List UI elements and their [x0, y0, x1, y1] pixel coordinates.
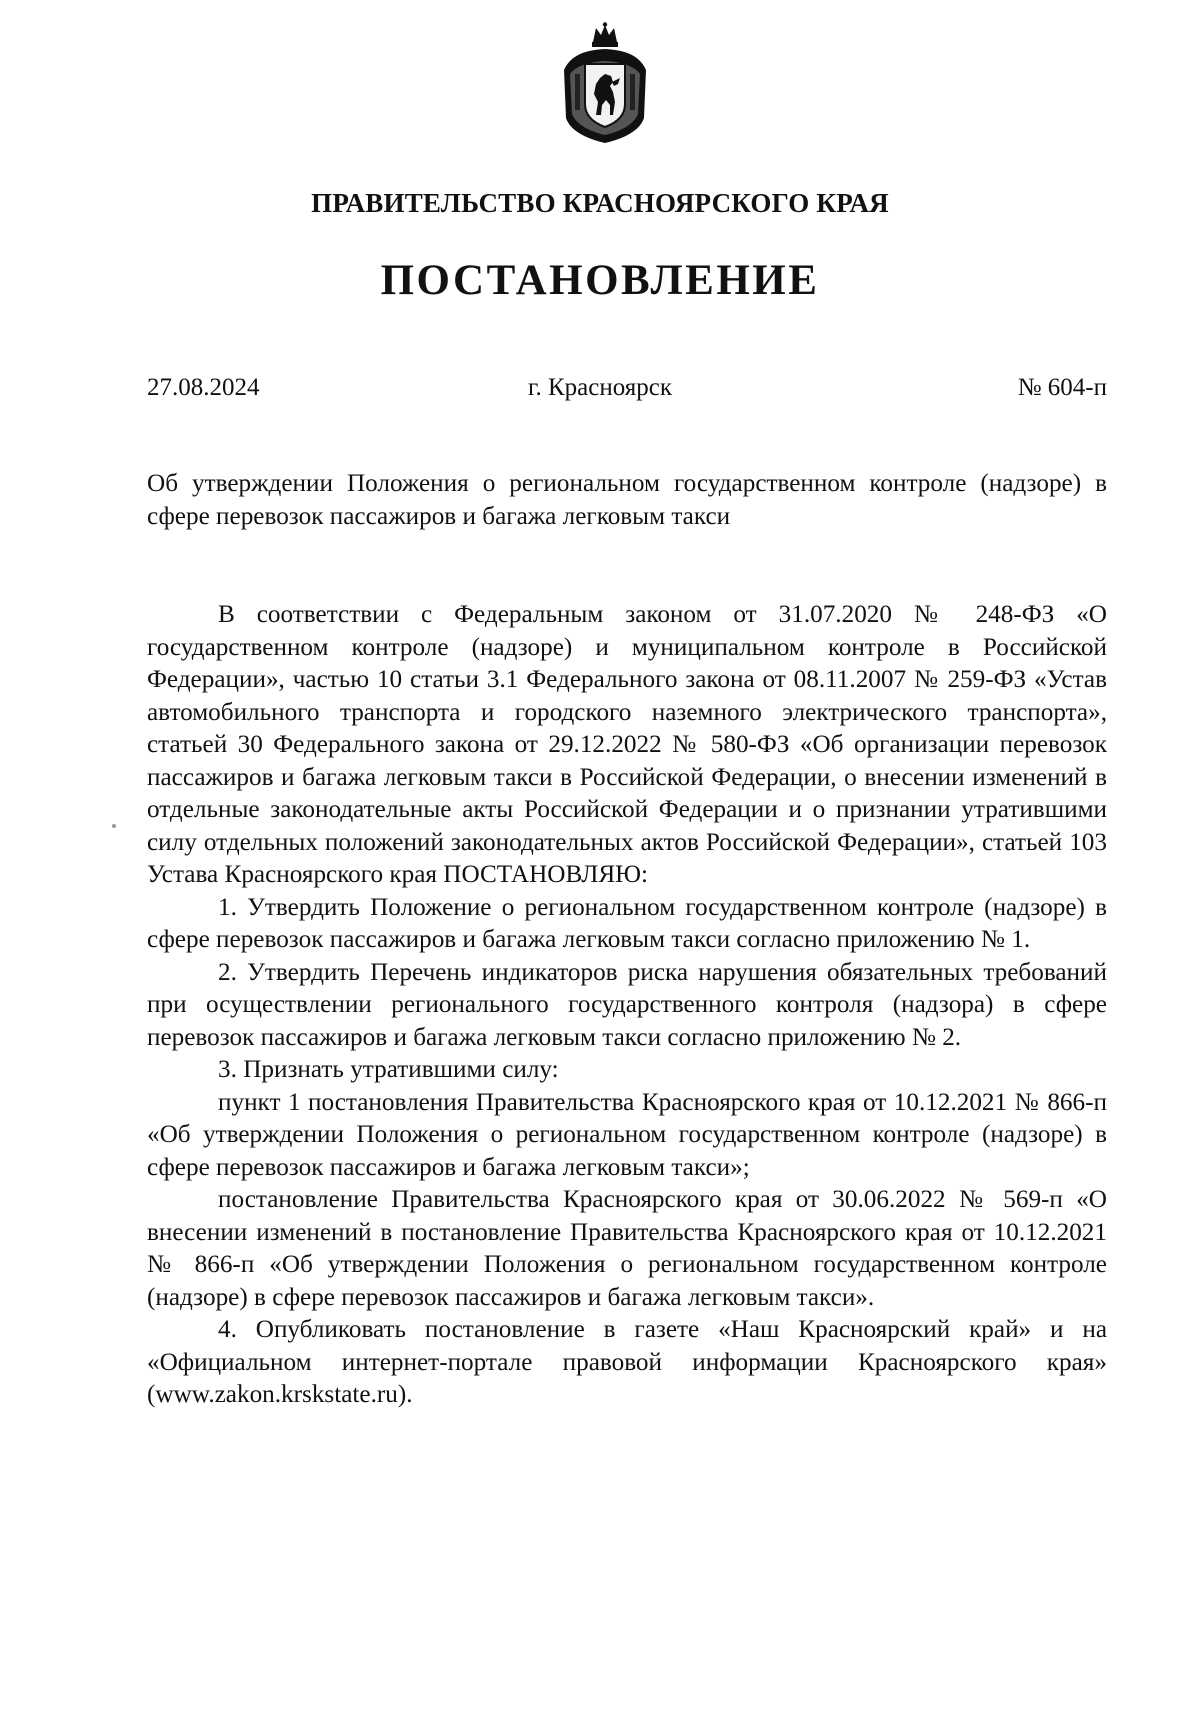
document-number: № 604-п [1017, 374, 1107, 401]
document-type-title: ПОСТАНОВЛЕНИЕ [380, 257, 820, 304]
clause-1: 1. Утвердить Положение о региональном государственном контроле (надзоре) в сфере перевозок пассажиров и багажа легковым такси согласно приложению № 1. [147, 893, 1107, 953]
clause-3-item-2: постановление Правительства Красноярского края от 30.06.2022 № 569-п «О внесении изменений в постановление Правительства Красноярского края от 10.12.2021 № 866-п «Об утверждении Положения о региональном государственном контроле (надзоре) в сфере перевозок пассажиров и багажа легковым такси». [147, 1186, 1107, 1311]
document-city: г. Красноярск [528, 374, 672, 401]
document-date: 27.08.2024 [147, 374, 260, 401]
clause-3-item-1: пункт 1 постановления Правительства Красноярского края от 10.12.2021 № 866-п «Об утверждении Положения о региональном государственном контроле (надзоре) в сфере перевозок пассажиров и багажа легковым такси»; [147, 1088, 1107, 1181]
clause-3: 3. Признать утратившими силу: [218, 1056, 559, 1083]
document-subject: Об утверждении Положения о региональном государственном контроле (надзоре) в сфере перевозок пассажиров и багажа легковым такси [147, 470, 1107, 530]
clause-4: 4. Опубликовать постановление в газете «Наш Красноярский край» и на «Официальном интернет-портале правовой информации Красноярского края» (www.zakon.krskstate.ru). [147, 1316, 1107, 1408]
organization-title: ПРАВИТЕЛЬСТВО КРАСНОЯРСКОГО КРАЯ [311, 188, 889, 218]
document-body [147, 468, 1107, 1412]
scan-speck [112, 824, 116, 828]
preamble-paragraph: В соответствии с Федеральным законом от 31.07.2020 № 248-ФЗ «О государственном контроле (надзоре) и муниципальном контроле в Российской Федерации», частью 10 статьи 3.1 Федерального закона от 08.11.2007 № 259-ФЗ «Устав автомобильного транспорта и городского наземного электрического транспорта», статьей 30 Федерального закона от 29.12.2022 № 580-ФЗ «Об организации перевозок пассажиров и багажа легковым такси в Российской Федерации, о внесении изменений в отдельные законодательные акты Российской Федерации и о признании утратившими силу отдельных положений законодательных актов Российской Федерации», статьей 103 Устава Красноярского края ПОСТАНОВЛЯЮ: [147, 601, 1107, 888]
coat-of-arms-icon [560, 22, 650, 146]
clause-2: 2. Утвердить Перечень индикаторов риска нарушения обязательных требований при осуществлении регионального государственного контроля (надзора) в сфере перевозок пассажиров и багажа легковым такси согласно приложению № 2. [147, 958, 1107, 1051]
